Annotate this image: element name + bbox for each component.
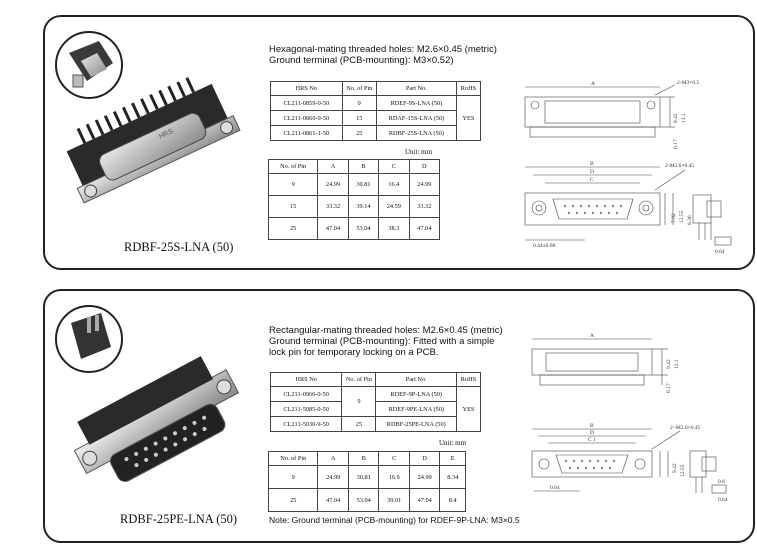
product-description: [269, 325, 503, 358]
col-header: RoHS: [456, 373, 480, 387]
part-no-cell: RDEF-9S-LNA (50): [376, 96, 456, 111]
dim-label: 8.42: [673, 113, 679, 123]
table-row: [271, 387, 481, 402]
col-header: No. of Pin: [269, 160, 318, 174]
dim-label-d: D: [590, 430, 594, 436]
rohs-cell: YES: [456, 96, 480, 141]
table-row: [271, 96, 481, 111]
dim-cell: 16.9: [379, 466, 410, 489]
product-caption: RDBF-25PE-LNA (50): [120, 512, 238, 526]
col-header: C: [379, 160, 409, 174]
dim-label: 6.17: [673, 139, 679, 149]
dim-label: 13.1: [681, 113, 687, 123]
dim-cell: 25: [269, 218, 318, 240]
part-no-cell: RDEF-9PE-LNA (50): [376, 402, 456, 417]
dim-label: 0.6: [718, 479, 725, 485]
col-header: E: [440, 452, 466, 466]
dimension-table: [268, 159, 440, 240]
description-line: Ground terminal (PCB-mounting): M3×0.52): [269, 55, 454, 66]
dim-label-a: A: [591, 81, 595, 87]
table-row: [269, 489, 466, 512]
hrs-logo-mark: HRS: [157, 127, 175, 141]
pin-count-cell: 9: [342, 387, 376, 417]
table-row: [271, 417, 481, 432]
dim-cell: 38.3: [379, 218, 409, 240]
dim-label: 0.64: [718, 497, 728, 503]
dim-label: 0.64: [550, 485, 560, 491]
dim-label-b: B: [590, 423, 594, 429]
dim-cell: 47.04: [409, 489, 440, 512]
dim-cell: 9: [269, 466, 318, 489]
pin-count-cell: 25: [342, 126, 376, 141]
dim-label-c1: C 1: [588, 437, 596, 443]
dim-cell: 30.81: [348, 466, 379, 489]
footnote: Note: Ground terminal (PCB-mounting) for RDEF-9P-LNA: M3×0.5: [269, 515, 520, 525]
part-no-cell: RDAF-15S-LNA (50): [376, 111, 456, 126]
col-header: Part No.: [376, 82, 456, 96]
dim-cell: 33.32: [318, 196, 348, 218]
dim-label: 8.36: [687, 215, 693, 225]
col-header: No. of Pin: [269, 452, 318, 466]
col-header: C: [379, 452, 410, 466]
hrs-no-cell: CL211-5085-0-50: [271, 402, 342, 417]
connector-photo: [51, 297, 251, 507]
dim-cell: 16.4: [379, 174, 409, 196]
dim-cell: 25: [269, 489, 318, 512]
dim-cell: 24.59: [379, 196, 409, 218]
dim-cell: 15: [269, 196, 318, 218]
dim-label: 9.42: [672, 463, 678, 473]
unit-label: Unit: mm: [405, 148, 433, 156]
dim-label: 13.1: [674, 359, 680, 369]
col-header: RoHS: [456, 82, 480, 96]
description-line: Hexagonal-mating threaded holes: M2.6×0.45 (metric): [269, 44, 497, 55]
dim-cell: 30.81: [348, 174, 378, 196]
dim-cell: 8.4: [440, 489, 466, 512]
dim-cell: 53.04: [348, 489, 379, 512]
dim-cell: 24.99: [318, 466, 349, 489]
dim-label: 7.92: [671, 213, 677, 223]
dim-label: 6.17: [666, 383, 672, 393]
technical-drawing: [515, 75, 735, 255]
col-header: B: [348, 160, 378, 174]
table-row: [269, 218, 440, 240]
part-number-table: [270, 81, 481, 141]
dim-cell: 39.14: [348, 196, 378, 218]
thread-note: 2−M2.6×0.45: [670, 425, 701, 431]
connector-photo: [51, 23, 251, 233]
col-header: HRS No: [271, 82, 343, 96]
dim-cell: 47.04: [318, 218, 348, 240]
product-panel-rdbf-25s-lna: [43, 15, 755, 270]
part-no-cell: RDBF-25PE-LNA (50): [376, 417, 456, 432]
hrs-no-cell: CL211-0861-1-50: [271, 126, 343, 141]
hrs-no-cell: CL211-5030-9-50: [271, 417, 342, 432]
table-row: [269, 174, 440, 196]
col-header: No. of Pin: [342, 373, 376, 387]
dim-cell: 8.34: [440, 466, 466, 489]
table-row: [271, 126, 481, 141]
product-panel-rdbf-25pe-lna: [43, 289, 755, 543]
pin-count-cell: 25: [342, 417, 376, 432]
thread-note: 2-M3×0.5: [677, 80, 700, 86]
dim-label-a: A: [590, 333, 594, 339]
dim-label-c: C: [590, 177, 594, 183]
thread-note: 2-M2.6×0.45: [665, 163, 695, 169]
col-header: HRS No: [271, 373, 342, 387]
dim-label: 0.44±0.08: [533, 243, 556, 249]
col-header: D: [409, 160, 439, 174]
table-row: [271, 111, 481, 126]
pin-count-cell: 15: [342, 111, 376, 126]
dim-label-b: B: [590, 161, 594, 167]
product-caption: RDBF-25S-LNA (50): [124, 240, 234, 254]
dim-cell: 47.04: [409, 218, 439, 240]
table-row: [269, 466, 466, 489]
description-line: lock pin for temporary locking on a PCB.: [269, 347, 439, 358]
table-row: [269, 196, 440, 218]
table-row: [271, 402, 481, 417]
pin-count-cell: 9: [342, 96, 376, 111]
dim-cell: 39.01: [379, 489, 410, 512]
hrs-no-cell: CL211-0859-0-50: [271, 96, 343, 111]
col-header: D: [409, 452, 440, 466]
dim-cell: 24.99: [318, 174, 348, 196]
hrs-no-cell: CL211-0860-9-50: [271, 111, 343, 126]
col-header: No. of Pin: [342, 82, 376, 96]
dim-label: 0.64: [715, 249, 725, 255]
dim-cell: 53.04: [348, 218, 378, 240]
description-line: Rectangular-mating threaded holes: M2.6×0.45 (metric): [269, 325, 503, 336]
dim-label: 12.55: [679, 210, 685, 223]
dim-cell: 24.99: [409, 466, 440, 489]
part-no-cell: RDEF-9P-LNA (50): [376, 387, 456, 402]
col-header: A: [318, 160, 348, 174]
dim-cell: 9: [269, 174, 318, 196]
dim-label-d: D: [590, 169, 594, 175]
part-number-table: [270, 372, 481, 432]
col-header: A: [318, 452, 349, 466]
col-header: B: [348, 452, 379, 466]
part-no-cell: RDBF-25S-LNA (50): [376, 126, 456, 141]
unit-label: Unit: mm: [439, 439, 467, 447]
dim-cell: 24.99: [409, 174, 439, 196]
dimension-table: [268, 451, 466, 512]
col-header: Part No.: [376, 373, 456, 387]
dim-cell: 47.04: [318, 489, 349, 512]
dim-cell: 33.32: [409, 196, 439, 218]
rohs-cell: YES: [456, 387, 480, 432]
hrs-no-cell: CL211-0966-0-50: [271, 387, 342, 402]
description-line: Ground terminal (PCB-mounting): Fitted with a simple: [269, 336, 495, 347]
technical-drawing: [520, 331, 740, 506]
product-description: [269, 44, 497, 66]
dim-label: 12.55: [680, 464, 686, 477]
dim-label: 9.42: [666, 359, 672, 369]
